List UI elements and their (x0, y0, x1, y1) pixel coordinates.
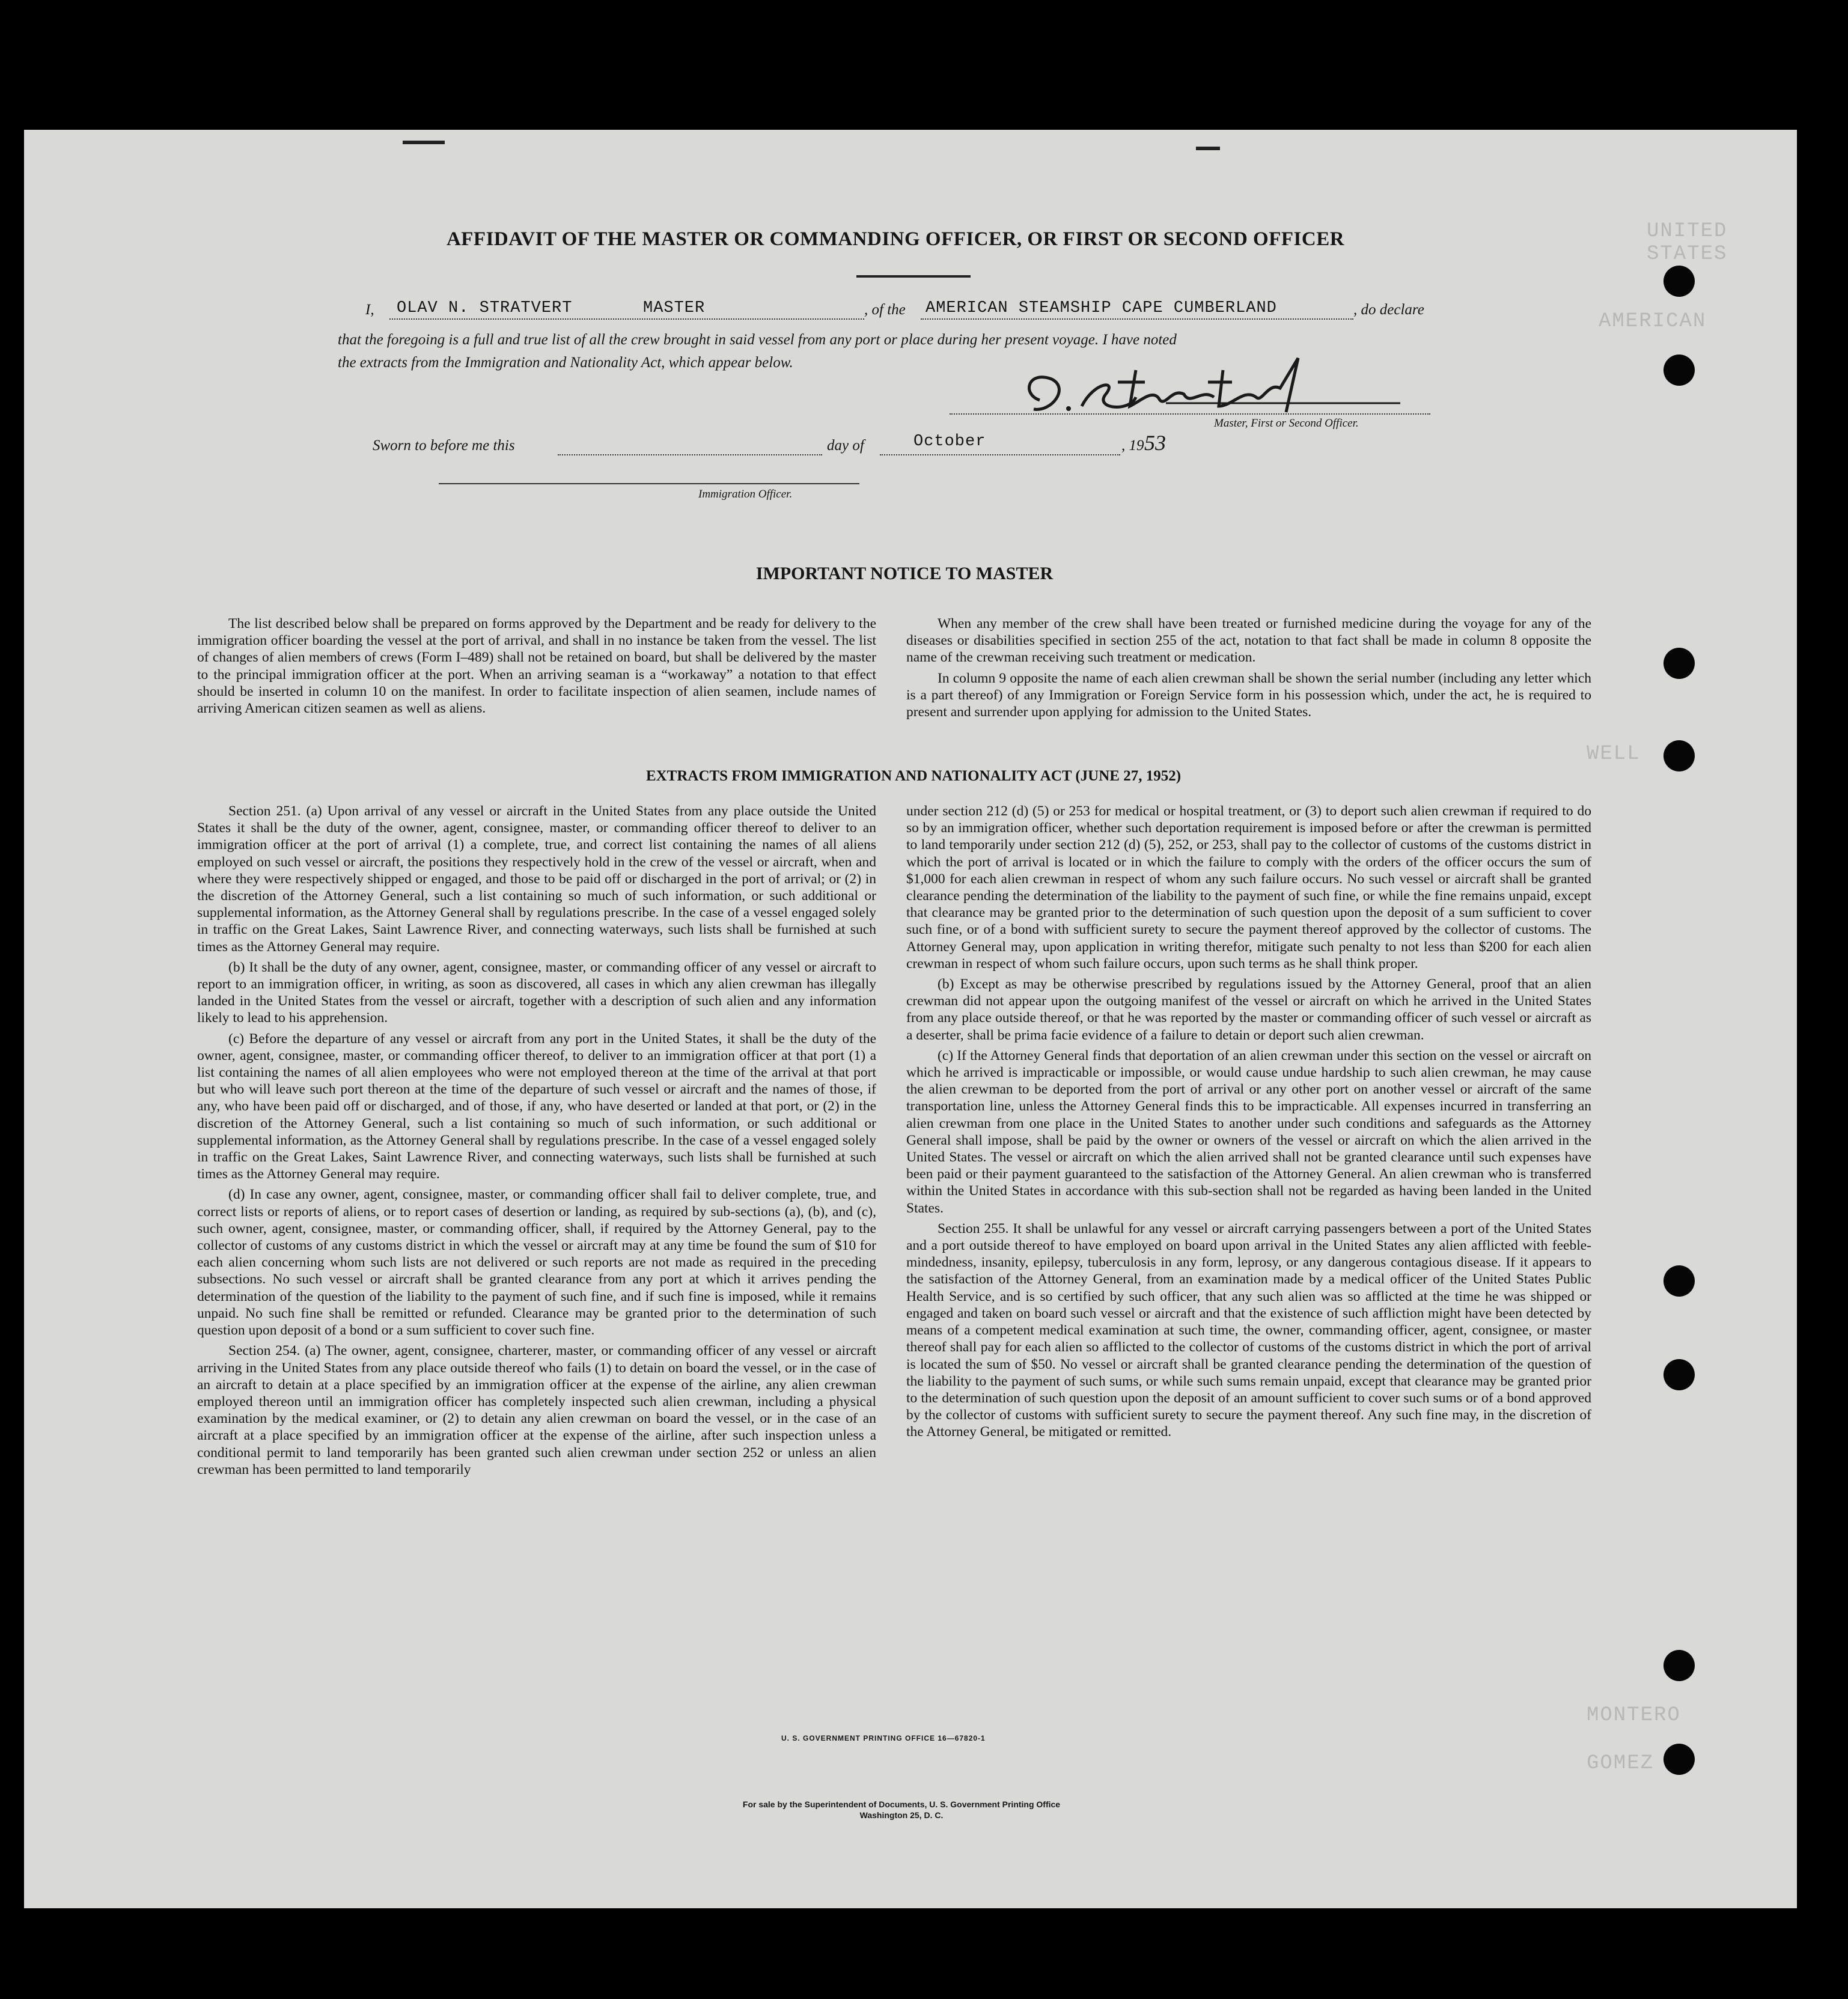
immigration-officer-caption: Immigration Officer. (698, 488, 793, 501)
officer-signature-line (439, 483, 859, 484)
master-rank: MASTER (643, 299, 706, 317)
signature-caption: Master, First or Second Officer. (1214, 417, 1359, 430)
declaration-line-1: that the foregoing is a full and true list of all the crew brought in said vessel from any port or place during her present voyage. I have noted (338, 332, 1177, 348)
affidavit-title: AFFIDAVIT OF THE MASTER OR COMMANDING OFFICER, OR FIRST OR SECOND OFFICER (446, 228, 1345, 250)
notice-left-paragraph: The list described below shall be prepared on forms approved by the Department and be ready for delivery to the immigration officer boarding the vessel at the port of arrival, and shall in no instance be taken from the vessel. The list of changes of alien members of crews (Form I–489) shall not be retained on board, but shall be delivered by the master to the principal immigration officer at the port. When an arriving seaman is a “workaway” a notation to that effect should be inserted in column 10 on the manifest. In order to facilitate inspection of alien seamen, include names of arriving American citizen seamen as well as aliens. (197, 616, 876, 717)
i-label: I, (365, 302, 374, 318)
section-251-c: (c) Before the departure of any vessel or aircraft from any port in the United States, it shall be the duty of the owner, agent, consignee, master, or commanding officer thereof, to deliver to an immigration officer at that port (1) a list containing the names of all alien employees who were not employed thereon at the time of the arrival at that port but who will leave such port thereon at the time of the departure of such vessel or aircraft and the names of those, if any, who have been paid off or discharged, and of those, if any, who have deserted or landed at that port, or (2) in the discretion of the Attorney General, such a list containing so much of such information, or such additional or supplemental information, as the Attorney General shall by regulations prescribe. In the case of a vessel engaged solely in traffic on the Great Lakes, Saint Lawrence River, and connecting waterways, such lists shall be furnished at such times as the Attorney General may require. (197, 1030, 876, 1182)
bleed-through-text: GOMEZ (1587, 1752, 1654, 1775)
for-sale-notice (589, 1799, 1214, 1821)
document-sheet (24, 130, 1797, 1908)
sworn-label: Sworn to before me this (373, 437, 515, 454)
sworn-month: October (913, 433, 986, 451)
bleed-through-text: AMERICAN (1599, 310, 1707, 333)
section-254-b: (b) Except as may be otherwise prescribed by regulations issued by the Attorney General, proof that an alien crewman did not appear upon the outgoing manifest of the vessel or aircraft on which he arrived in the United States from any place outside thereof, or that he was reported by the master or commanding officer of such vessel or aircraft as a deserter, shall be prima facie evidence of a failure to detain or deport such alien crewman. (906, 976, 1591, 1043)
vessel-fill-line (921, 318, 1353, 320)
do-declare-label: , do declare (1353, 302, 1424, 318)
extracts-title: EXTRACTS FROM IMMIGRATION AND NATIONALITY ACT (JUNE 27, 1952) (645, 768, 1182, 784)
punch-hole (1664, 740, 1695, 771)
name-fill-line (389, 318, 864, 320)
for-sale-line-2: Washington 25, D. C. (859, 1810, 944, 1820)
extracts-right-column (906, 803, 1591, 1444)
for-sale-line-1: For sale by the Superintendent of Documents, U. S. Government Printing Office (742, 1800, 1061, 1809)
of-the-label: , of the (864, 302, 906, 318)
notice-right-column (906, 615, 1591, 724)
printing-office-line: U. S. GOVERNMENT PRINTING OFFICE 16—67820-1 (781, 1734, 986, 1742)
sworn-year: 53 (1144, 431, 1166, 455)
notice-right-paragraph-1: When any member of the crew shall have been treated or furnished medicine during the voyage for any of the diseases or disabilities specified in section 255 of the act, notation to that fact shall be made in column 8 opposite the name of the crewman receiving such treatment or medication. (906, 616, 1591, 666)
notice-left-column (197, 615, 876, 720)
top-edge-mark (1196, 147, 1220, 150)
notice-right-paragraph-2: In column 9 opposite the name of each alien crewman shall be shown the serial number (including any letter which is a part thereof) of any Immigration or Foreign Service form in his possession which, under the act, he is required to present and surrender upon applying for admission to the United States. (906, 670, 1591, 720)
punch-hole (1664, 1650, 1695, 1681)
master-name: OLAV N. STRATVERT (397, 299, 573, 317)
bleed-through-text: MONTERO (1587, 1704, 1681, 1727)
declaration-line-2: the extracts from the Immigration and Nationality Act, which appear below. (338, 354, 793, 371)
top-edge-mark (403, 141, 445, 144)
punch-hole (1664, 648, 1695, 679)
punch-hole (1664, 354, 1695, 386)
punch-hole (1664, 266, 1695, 297)
extracts-left-column (197, 803, 876, 1482)
punch-hole (1664, 1744, 1695, 1775)
section-255: Section 255. It shall be unlawful for any vessel or aircraft carrying passengers between a port of the United States and a port outside thereof to have employed on board upon arrival in the United States any alien afflicted with feeble-mindedness, insanity, epilepsy, tuberculosis in any form, leprosy, or any dangerous contagious disease. If it appears to the satisfaction of the Attorney General, from an examination made by a medical officer of the United States Public Health Service, and is so certified by such officer, that any such alien was so afflicted at the time he was shipped or engaged and taken on board such vessel or aircraft and that the existence of such affliction might have been detected by means of a competent medical examination at such time, the owner, commanding officer, agent, consignee, or master thereof shall pay for each alien so afflicted to the collector of customs of the customs district in which the port of arrival is located the sum of $50. No vessel or aircraft shall be granted clearance pending the determination of the question of the liability to the payment of such sums, or while such sums remain unpaid, except that clearance may be granted prior to the determination of such question upon the deposit of an amount sufficient to cover such sums or of a bond approved by the collector of customs with sufficient surety to secure the payment thereof. Any such fine may, in the discretion of the Attorney General, be mitigated or remitted. (906, 1220, 1591, 1440)
punch-hole (1664, 1359, 1695, 1390)
section-254-c: (c) If the Attorney General finds that deportation of an alien crewman under this section on the vessel or aircraft on which he arrived is impracticable or impossible, or would cause undue hardship to such alien crewman, he may cause the alien crewman to be deported from the port of arrival or any other port on another vessel or aircraft of the same transportation line, unless the Attorney General finds this to be impracticable. All expenses incurred in transferring an alien crewman from one place in the United States to another under such conditions and safeguards as the Attorney General shall impose, shall be paid by the owner or owners of the vessel or aircraft on which the alien arrived in the United States. The vessel or aircraft on which the alien arrived shall not be granted clearance until such expenses have been paid or their payment guaranteed to the satisfaction of the Attorney General. An alien crewman who is transferred within the United States in accordance with this sub-section shall not be regarded as having been landed in the United States. (906, 1047, 1591, 1216)
section-251-a: Section 251. (a) Upon arrival of any vessel or aircraft in the United States from any place outside the United States it shall be the duty of the owner, agent, consignee, master, or commanding officer thereof to deliver to an immigration officer at the port of arrival (1) a complete, true, and correct list containing the names of all aliens employed on such vessel or aircraft, the positions they respectively hold in the crew of the vessel or aircraft, when and where they were respectively shipped or engaged, and those to be paid off or discharged in the port of arrival; or (2) in the discretion of the Attorney General, such a list containing so much of such information, or such additional or supplemental information, as the Attorney General shall by regulations prescribe. In the case of a vessel engaged solely in traffic on the Great Lakes, Saint Lawrence River, and connecting waterways, such lists shall be furnished at such times as the Attorney General may require. (197, 803, 876, 955)
section-254-a: Section 254. (a) The owner, agent, consignee, charterer, master, or commanding officer of any vessel or aircraft arriving in the United States from any place outside thereof who fails (1) to detain on board the vessel, or in the case of an aircraft to detain at a place specified by an immigration officer at the expense of the airline, any alien crewman employed thereon until an immigration officer has completely inspected such alien crewman, including a physical examination by the medical examiner, or (2) to detain any alien crewman on board the vessel, or in the case of an aircraft at a place specified by an immigration officer at the expense of the airline, after such inspection unless a conditional permit to land temporarily has been granted such alien crewman under section 252 or unless an alien crewman has been permitted to land temporarily (197, 1343, 876, 1477)
year-prefix: , 19 (1121, 437, 1144, 454)
notice-title: IMPORTANT NOTICE TO MASTER (755, 564, 1054, 583)
sworn-month-line (880, 454, 1120, 455)
bleed-through-text: WELL (1587, 743, 1641, 765)
section-254-a-continued: under section 212 (d) (5) or 253 for medical or hospital treatment, or (3) to deport such alien crewman if required to do so by an immigration officer, whether such deportation requirement is imposed before or after the crewman is permitted to land temporarily under section 212 (d) (5), 252, or 253, shall pay to the collector of customs of the customs district in which the port of arrival is located or in which the failure to comply with the orders of the officer occurs the sum of $1,000 for each alien crewman in respect of whom any such failure occurs. No such vessel or aircraft shall be granted clearance pending the determination of the liability to the payment of such fine, or while the fine remains unpaid, except that clearance may be granted prior to the determination of such question upon the deposit of a sum sufficient to cover such fine, or of a bond with sufficient surety to secure the payment thereof approved by the collector of customs. The Attorney General may, upon application in writing therefor, mitigate such penalty to not less than $200 for each alien crewman in respect of whom such failure occurs, upon such terms as he shall think proper. (906, 803, 1591, 972)
vessel-name: AMERICAN STEAMSHIP CAPE CUMBERLAND (926, 299, 1277, 317)
title-underline (856, 275, 971, 278)
section-251-b: (b) It shall be the duty of any owner, agent, consignee, master, or commanding officer of any vessel or aircraft to report to an immigration officer, in writing, as soon as discovered, all cases in which any alien crewman has illegally landed in the United States from the vessel or aircraft, together with a description of such alien and any information likely to lead to his apprehension. (197, 959, 876, 1026)
bleed-through-text: UNITED STATES (1647, 220, 1728, 266)
section-251-d: (d) In case any owner, agent, consignee, master, or commanding officer shall fail to deliver complete, true, and correct lists or reports of aliens, or to report cases of desertion or landing, as required by sub-sections (a), (b), and (c), such owner, agent, consignee, master, or commanding officer, shall, if required by the Attorney General, pay to the collector of customs of any customs district in which the vessel or aircraft may at any time be found the sum of $10 for each alien concerning whom such lists are not delivered or such reports are not made as required in the preceding subsections. No such vessel or aircraft shall be granted clearance from any port at which it arrives pending the determination of the question of the liability to the payment of such fine, and if such fine is imposed, while it remains unpaid. No such fine shall be remitted or refunded. Clearance may be granted prior to the determination of such question upon deposit of a bond or a sum sufficient to cover such fine. (197, 1187, 876, 1339)
sworn-day-line (558, 454, 822, 455)
day-of-label: day of (827, 437, 864, 454)
punch-hole (1664, 1265, 1695, 1297)
